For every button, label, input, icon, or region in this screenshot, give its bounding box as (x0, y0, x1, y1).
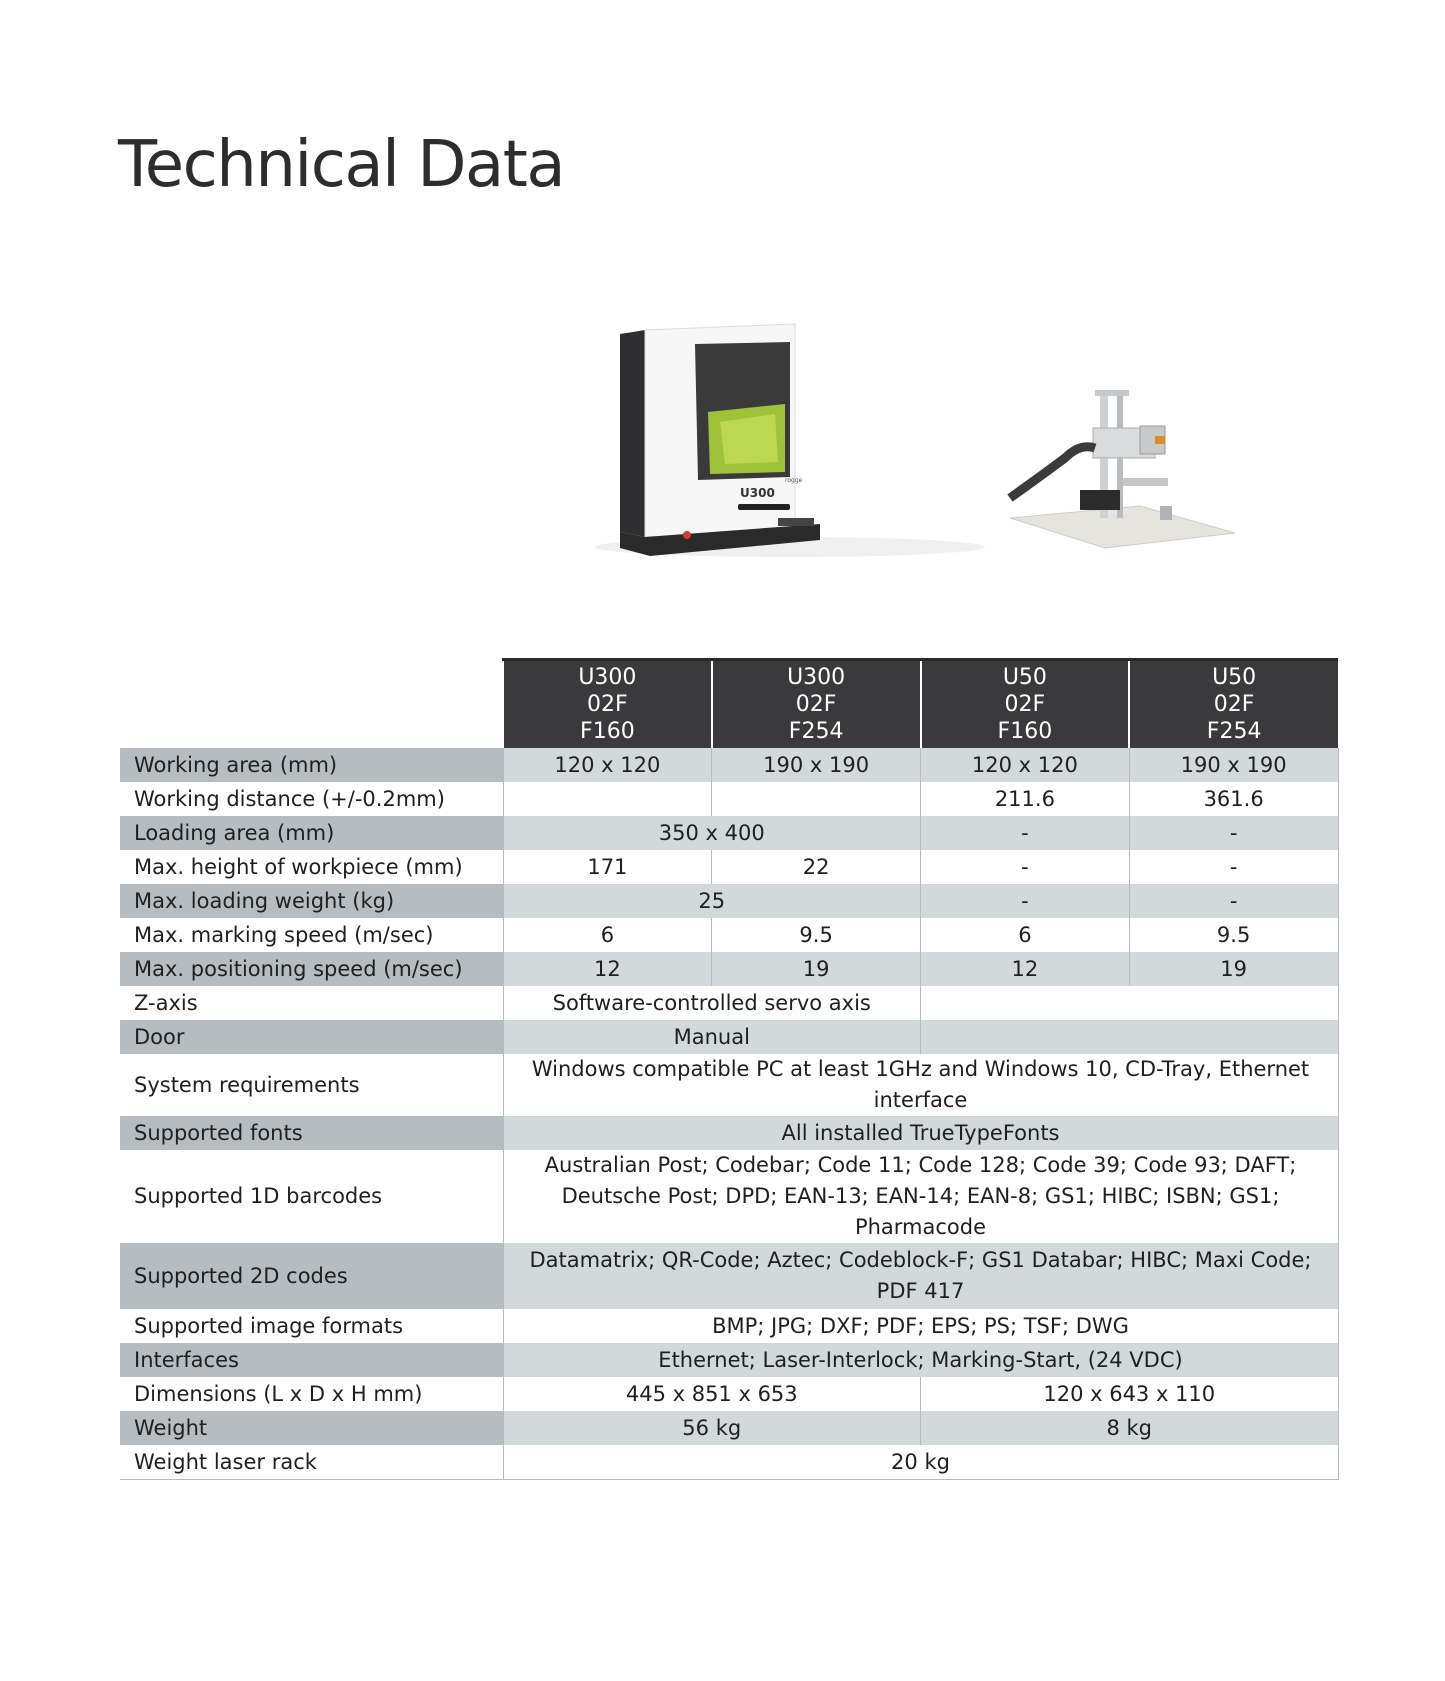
row-dimensions (120, 1377, 1338, 1411)
table-cell: 6 (503, 918, 712, 952)
technical-data-table (120, 658, 1339, 1480)
row-2d-codes (120, 1243, 1338, 1309)
row-label: Supported image formats (120, 1309, 503, 1343)
table-cell: Windows compatible PC at least 1GHz and Windows 10, CD-Tray, Ethernet interface (503, 1054, 1338, 1116)
table-cell: 190 x 190 (712, 748, 921, 782)
row-label: Max. loading weight (kg) (120, 884, 503, 918)
header-u50-f160: U50 02F F160 (921, 660, 1130, 749)
row-label: Supported 2D codes (120, 1243, 503, 1309)
table-cell: BMP; JPG; DXF; PDF; EPS; PS; TSF; DWG (503, 1309, 1338, 1343)
table-cell: 211.6 (921, 782, 1130, 816)
table-cell: 9.5 (1129, 918, 1338, 952)
brand-logo: rogge (785, 477, 803, 484)
row-system-requirements (120, 1054, 1338, 1116)
u300-machine-image (590, 312, 990, 562)
row-label: Max. marking speed (m/sec) (120, 918, 503, 952)
table-cell: 12 (921, 952, 1130, 986)
header-u300-f160: U300 02F F160 (503, 660, 712, 749)
table-cell: 22 (712, 850, 921, 884)
row-interfaces (120, 1343, 1338, 1377)
row-supported-fonts (120, 1116, 1338, 1150)
table-cell: Ethernet; Laser-Interlock; Marking-Start, (24 VDC) (503, 1343, 1338, 1377)
table-cell: 190 x 190 (1129, 748, 1338, 782)
row-label: Supported 1D barcodes (120, 1150, 503, 1243)
table-cell (921, 986, 1339, 1020)
u300-label: U300 (740, 486, 775, 500)
header-u50-f254: U50 02F F254 (1129, 660, 1338, 749)
table-cell: - (921, 884, 1130, 918)
table-cell: 20 kg (503, 1445, 1338, 1480)
row-label: Loading area (mm) (120, 816, 503, 850)
row-image-formats (120, 1309, 1338, 1343)
header-blank-cell (120, 660, 503, 749)
row-door (120, 1020, 1338, 1054)
row-label: Dimensions (L x D x H mm) (120, 1377, 503, 1411)
table-cell: 19 (1129, 952, 1338, 986)
row-label: Max. positioning speed (m/sec) (120, 952, 503, 986)
row-max-height (120, 850, 1338, 884)
table-cell (503, 782, 712, 816)
table-cell: 56 kg (503, 1411, 921, 1445)
table-cell (712, 782, 921, 816)
table-cell: All installed TrueTypeFonts (503, 1116, 1338, 1150)
row-label: Door (120, 1020, 503, 1054)
table-cell: 350 x 400 (503, 816, 921, 850)
table-cell: - (921, 850, 1130, 884)
table-cell: - (921, 816, 1130, 850)
row-label: Weight (120, 1411, 503, 1445)
row-marking-speed (120, 918, 1338, 952)
table-cell: - (1129, 850, 1338, 884)
table-cell: 8 kg (921, 1411, 1339, 1445)
table-cell: 361.6 (1129, 782, 1338, 816)
table-cell: 120 x 643 x 110 (921, 1377, 1339, 1411)
row-max-loading-weight (120, 884, 1338, 918)
table-cell: Australian Post; Codebar; Code 11; Code 128; Code 39; Code 93; DAFT; Deutsche Post; DPD; EAN-13; EAN-14; EAN-8; GS1; HIBC; ISBN; GS1; Pharmacode (503, 1150, 1338, 1243)
table-cell: 6 (921, 918, 1130, 952)
table-cell: 120 x 120 (921, 748, 1130, 782)
row-label: Weight laser rack (120, 1445, 503, 1480)
row-label: Working distance (+/-0.2mm) (120, 782, 503, 816)
row-weight (120, 1411, 1338, 1445)
row-working-area (120, 748, 1338, 782)
table-cell: 171 (503, 850, 712, 884)
table-cell (921, 1020, 1339, 1054)
table-cell: 19 (712, 952, 921, 986)
table-cell: Software-controlled servo axis (503, 986, 921, 1020)
row-label: Z-axis (120, 986, 503, 1020)
row-positioning-speed (120, 952, 1338, 986)
u50-machine-image (1005, 378, 1240, 578)
table-cell: Manual (503, 1020, 921, 1054)
row-weight-laser-rack (120, 1445, 1338, 1480)
row-loading-area (120, 816, 1338, 850)
table-cell: Datamatrix; QR-Code; Aztec; Codeblock-F; GS1 Databar; HIBC; Maxi Code; PDF 417 (503, 1243, 1338, 1309)
row-z-axis (120, 986, 1338, 1020)
header-u300-f254: U300 02F F254 (712, 660, 921, 749)
table-cell: 445 x 851 x 653 (503, 1377, 921, 1411)
row-label: Working area (mm) (120, 748, 503, 782)
row-label: System requirements (120, 1054, 503, 1116)
page-title: Technical Data (118, 128, 565, 202)
row-label: Interfaces (120, 1343, 503, 1377)
table-cell: 12 (503, 952, 712, 986)
table-header-row (120, 660, 1338, 749)
row-working-distance (120, 782, 1338, 816)
table-cell: - (1129, 884, 1338, 918)
table-cell: 120 x 120 (503, 748, 712, 782)
table-cell: - (1129, 816, 1338, 850)
row-1d-barcodes (120, 1150, 1338, 1243)
row-label: Max. height of workpiece (mm) (120, 850, 503, 884)
table-cell: 25 (503, 884, 921, 918)
table-cell: 9.5 (712, 918, 921, 952)
row-label: Supported fonts (120, 1116, 503, 1150)
